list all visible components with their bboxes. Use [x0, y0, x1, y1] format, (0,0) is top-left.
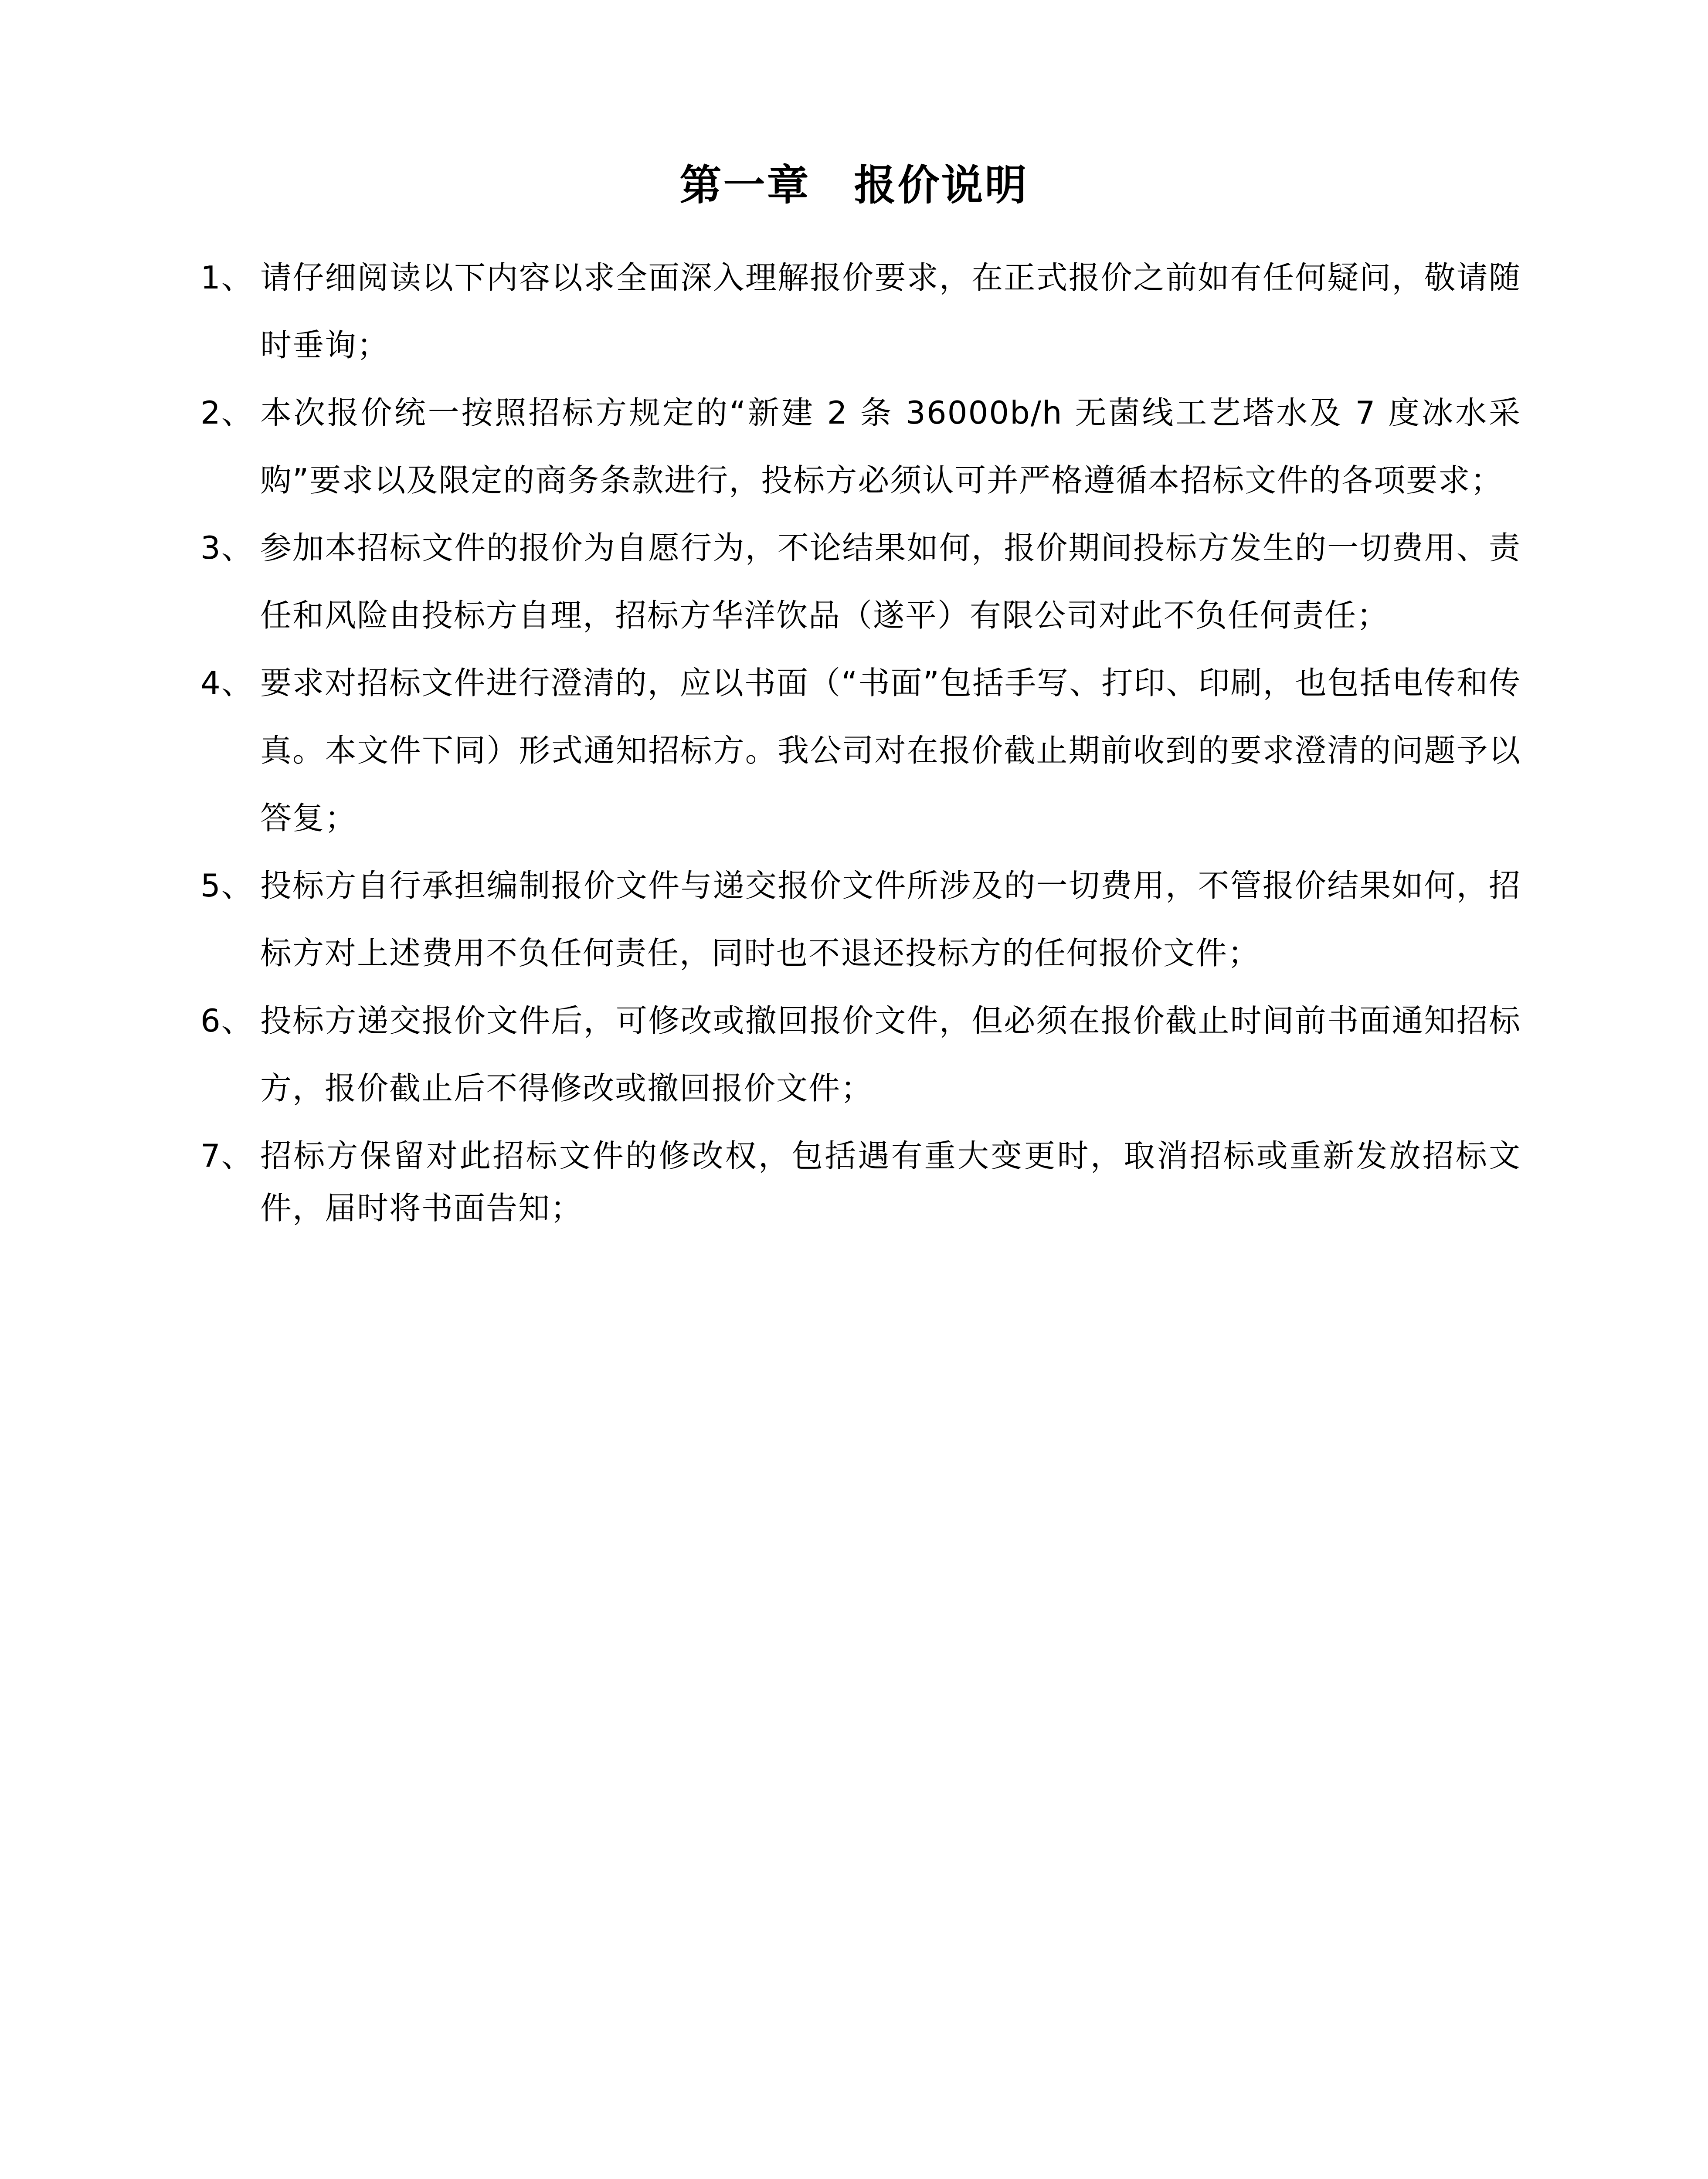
list-item	[200, 1130, 1521, 1234]
instruction-list	[200, 244, 1521, 1234]
item-number: 5、	[200, 867, 254, 904]
item-text: 投标方自行承担编制报价文件与递交报价文件所涉及的一切费用，不管报价结果如何，招标方对上述费用不负任何责任，同时也不退还投标方的任何报价文件；	[260, 867, 1521, 971]
list-item	[200, 649, 1521, 852]
item-text: 本次报价统一按照招标方规定的“新建 2 条 36000b/h 无菌线工艺塔水及 7 度冰水采购”要求以及限定的商务条款进行，投标方必须认可并严格遵循本招标文件的各项要求；	[260, 394, 1521, 499]
item-number: 3、	[200, 529, 254, 566]
item-number: 4、	[200, 665, 254, 701]
item-number: 2、	[200, 394, 254, 431]
list-item	[200, 379, 1521, 514]
item-text: 请仔细阅读以下内容以求全面深入理解报价要求，在正式报价之前如有任何疑问，敬请随时垂询；	[260, 259, 1521, 363]
item-number: 6、	[200, 1002, 254, 1039]
item-number: 7、	[200, 1137, 254, 1174]
item-number: 1、	[200, 259, 254, 296]
list-item	[200, 987, 1521, 1122]
item-text: 投标方递交报价文件后，可修改或撤回报价文件，但必须在报价截止时间前书面通知招标方，报价截止后不得修改或撤回报价文件；	[260, 1002, 1521, 1106]
list-item	[200, 244, 1521, 379]
item-text: 要求对招标文件进行澄清的，应以书面（“书面”包括手写、打印、印刷，也包括电传和传真。本文件下同）形式通知招标方。我公司对在报价截止期前收到的要求澄清的问题予以答复；	[260, 665, 1521, 836]
chapter-title: 第一章 报价说明	[679, 161, 1029, 210]
item-text: 招标方保留对此招标文件的修改权，包括遇有重大变更时，取消招标或重新发放招标文件，届时将书面告知；	[260, 1137, 1521, 1226]
list-item	[200, 514, 1521, 649]
item-text: 参加本招标文件的报价为自愿行为，不论结果如何，报价期间投标方发生的一切费用、责任和风险由投标方自理，招标方华洋饮品（遂平）有限公司对此不负任何责任；	[260, 529, 1521, 634]
list-item	[200, 852, 1521, 987]
